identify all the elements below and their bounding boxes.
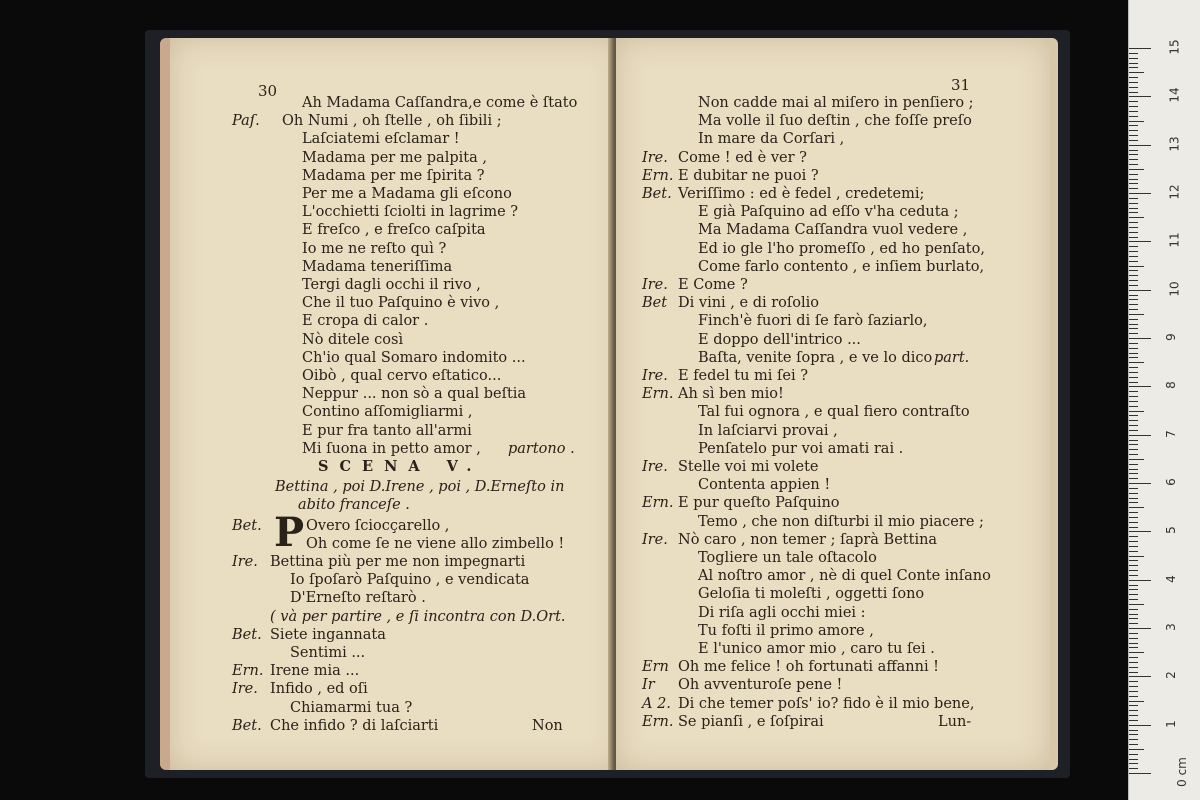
verse-line: Se pianſi , e ſoſpirai (678, 713, 824, 730)
ruler-tick (1129, 686, 1138, 687)
speaker-label: Ern. (642, 713, 674, 730)
ruler-tick (1129, 710, 1138, 711)
ruler-tick (1129, 72, 1144, 73)
ruler-label: 4 (1163, 574, 1178, 583)
ruler-tick (1129, 565, 1138, 566)
ruler-tick (1129, 512, 1138, 513)
ruler-tick (1129, 575, 1138, 576)
ruler-tick (1129, 734, 1138, 735)
ruler-tick (1129, 609, 1138, 610)
ruler-tick (1129, 198, 1138, 199)
verse-line: Stelle voi mi volete (678, 459, 819, 475)
verse-line: In laſciarvi provai , (698, 422, 838, 439)
ruler-tick (1129, 116, 1138, 117)
ruler-tick (1129, 638, 1138, 639)
ruler-tick (1129, 106, 1138, 107)
ruler-tick (1129, 299, 1138, 300)
speaker-label: Ern. (642, 495, 674, 512)
ruler-tick (1129, 401, 1138, 402)
verse-line: Mi ſuona in petto amor , (302, 440, 481, 457)
verse-line: E doppo dell'intrico ... (698, 331, 861, 348)
ruler-tick (1129, 440, 1138, 441)
ruler-tick (1129, 391, 1138, 392)
ruler-label: 12 (1167, 184, 1182, 200)
ruler-tick (1129, 53, 1138, 54)
ruler-tick (1129, 502, 1138, 503)
ruler-tick (1129, 357, 1138, 358)
ruler-tick (1129, 145, 1151, 146)
ruler-tick (1129, 701, 1144, 702)
ruler-tick (1129, 633, 1138, 634)
verse-line: Nò ditele così (302, 331, 404, 348)
verse-line: L'occhietti ſciolti in lagrime ? (302, 204, 519, 221)
ruler-tick (1129, 618, 1138, 619)
verse-line: Geloſia ti moleſti , oggetti ſono (698, 586, 925, 603)
verse-line: Sentimi ... (290, 645, 366, 661)
ruler-label: 2 (1163, 671, 1178, 680)
ruler-tick (1129, 604, 1144, 605)
ruler-tick (1129, 623, 1138, 624)
ruler-tick (1129, 763, 1138, 764)
ruler-tick (1129, 304, 1138, 305)
ruler-tick (1129, 164, 1138, 165)
ruler-tick (1129, 140, 1138, 141)
speaker-label: Bet (642, 295, 668, 312)
ruler-tick (1129, 531, 1151, 532)
ruler-tick (1129, 96, 1151, 97)
verse-line: Penſatelo pur voi amati rai . (698, 440, 904, 457)
verse-line: E Come ? (678, 277, 748, 293)
verse-line: E pur fra tanto all'armi (302, 422, 472, 439)
ruler-tick (1129, 522, 1138, 523)
ruler-tick (1129, 111, 1138, 112)
ruler-tick (1129, 48, 1151, 49)
ruler-tick (1129, 169, 1144, 170)
ruler-tick (1129, 353, 1138, 354)
verse-line: Madama per me ſpirita ? (302, 167, 485, 184)
ruler-tick (1129, 121, 1144, 122)
ruler-tick (1129, 261, 1138, 262)
ruler-label: 9 (1163, 333, 1178, 341)
ruler-tick (1129, 324, 1138, 325)
ruler-tick (1129, 348, 1138, 349)
verse-line: Nò caro , non temer ; ſaprà Bettina (678, 531, 938, 548)
ruler-tick (1129, 647, 1138, 648)
ruler-tick (1129, 691, 1138, 692)
scene-heading: SCENA V. (318, 458, 483, 475)
speaker-label: Ern. (642, 167, 674, 184)
ruler-tick (1129, 193, 1151, 194)
ruler-tick (1129, 406, 1138, 407)
verse-line: E l'unico amor mio , caro tu ſei . (698, 641, 935, 657)
ruler-tick (1129, 319, 1138, 320)
ruler-tick (1129, 270, 1138, 271)
verse-line: Veriſſimo : ed è fedel , credetemi; (678, 186, 925, 202)
scene-cast: Bettina , poi D.Irene , poi , D.Erneſto in (275, 479, 565, 496)
ruler-tick (1129, 396, 1138, 397)
ruler-tick (1129, 150, 1138, 151)
ruler-tick (1129, 662, 1138, 663)
exit-direction: part. (934, 349, 970, 366)
verse-line: Overo ſciocçarello , (306, 517, 450, 534)
ruler-tick (1129, 483, 1151, 484)
verse-line: Temo , che non diſturbi il mio piacere ; (698, 513, 984, 530)
verse-line: Al noſtro amor , nè di quel Conte inſano (698, 568, 991, 585)
verse-line: Come farlo contento , e inſiem burlato, (698, 258, 985, 275)
ruler-label: 3 (1163, 623, 1178, 631)
ruler-tick (1129, 63, 1138, 64)
verse-line: E fedel tu mi ſei ? (678, 368, 808, 384)
verse-line: Di che temer poſs' io? fido è il mio bene, (678, 695, 975, 712)
ruler-tick (1129, 580, 1151, 581)
ruler-tick (1129, 488, 1138, 489)
exit-direction: partono . (508, 440, 575, 457)
speaker-label: Ire. (642, 531, 668, 548)
ruler-tick (1129, 676, 1151, 677)
verse-line: E pur queſto Paſquino (678, 495, 840, 512)
ruler-tick (1129, 382, 1138, 383)
ruler-tick (1129, 266, 1144, 267)
ruler-tick (1129, 237, 1138, 238)
ruler-tick (1129, 372, 1138, 373)
verse-line: Madama per me palpita , (302, 149, 487, 166)
speaker-label: Paſ. (232, 113, 260, 130)
speaker-label: Ern (642, 659, 669, 676)
verse-line: Tal fui ognora , e qual fiero contraſto (698, 404, 970, 421)
verse-line: Non cadde mai al miſero in penſiero ; (698, 95, 974, 111)
ruler-tick (1129, 386, 1151, 387)
ruler-tick (1129, 546, 1138, 547)
ruler-tick (1129, 58, 1138, 59)
speaker-label: Bet. (232, 717, 262, 734)
ruler-tick (1129, 541, 1138, 542)
ruler-tick (1129, 67, 1138, 68)
ruler-tick (1129, 174, 1138, 175)
verse-line: Baſta, venite ſopra , e ve lo dico . (698, 349, 942, 366)
verse-line: Laſciatemi eſclamar ! (302, 131, 460, 148)
ruler-tick (1129, 430, 1138, 431)
ruler-tick (1129, 469, 1138, 470)
speaker-label: Ire. (232, 554, 258, 570)
ruler-tick (1129, 720, 1138, 721)
verse-line: Che il tuo Paſquino è vivo , (302, 295, 500, 312)
ruler-tick (1129, 367, 1138, 368)
ruler-label: 8 (1163, 381, 1178, 390)
scene-cast: abito franceſe . (298, 497, 410, 514)
ruler-label: 1 (1163, 719, 1178, 728)
ruler-label: 11 (1167, 232, 1182, 248)
ruler-tick (1129, 309, 1138, 310)
ruler-tick (1129, 135, 1138, 136)
verse-line: Togliere un tale oſtacolo (698, 550, 877, 566)
open-book (160, 38, 1050, 770)
measurement-ruler (1128, 0, 1200, 800)
verse-line: Io me ne reſto quì ? (302, 240, 447, 257)
ruler-tick (1129, 362, 1144, 363)
ruler-tick (1129, 179, 1138, 180)
ruler-tick (1129, 227, 1138, 228)
speaker-label: Ern. (232, 663, 264, 680)
speaker-label: Bet. (232, 626, 262, 643)
ruler-tick (1129, 208, 1138, 209)
ruler-tick (1129, 449, 1138, 450)
stage-direction: ( và per partire , e ſi incontra con D.Ort. (270, 608, 566, 625)
ruler-tick (1129, 241, 1151, 242)
ruler-tick (1129, 411, 1144, 412)
ruler-tick (1129, 203, 1138, 204)
ruler-tick (1129, 101, 1138, 102)
speaker-label: Ire. (232, 681, 258, 698)
ruler-tick (1129, 314, 1144, 315)
left-page-text (170, 38, 622, 770)
ruler-tick (1129, 87, 1138, 88)
ruler-tick (1129, 773, 1151, 774)
ruler-tick (1129, 527, 1138, 528)
verse-line: Ma Madama Caſſandra vuol vedere , (698, 222, 968, 239)
right-page-text (616, 38, 1050, 770)
verse-line: Finch'è fuori di ſe farò ſaziarlo, (698, 313, 928, 330)
verse-line: Oh avventuroſe pene ! (678, 677, 843, 694)
verse-line: Tu foſti il primo amore , (698, 622, 874, 639)
page-number-right: 31 (951, 76, 971, 94)
verse-line: Contenta appien ! (698, 477, 831, 494)
speaker-label: Ir (642, 677, 655, 694)
speaker-label: Bet. (642, 186, 672, 202)
ruler-tick (1129, 759, 1138, 760)
ruler-tick (1129, 217, 1144, 218)
left-page (160, 38, 622, 770)
verse-line: Ma volle il ſuo deſtin , che foſſe preſo (698, 113, 972, 130)
ruler-tick (1129, 459, 1144, 460)
ruler-tick (1129, 183, 1138, 184)
ruler-tick (1129, 415, 1138, 416)
ruler-tick (1129, 560, 1138, 561)
speaker-label: Ern. (642, 386, 674, 403)
verse-line: Io ſpoſarò Paſquino , e vendicata (290, 572, 530, 589)
verse-line: Madama teneriſſima (302, 258, 453, 275)
ruler-tick (1129, 246, 1138, 247)
ruler-label: 13 (1167, 136, 1182, 152)
speaker-label: A 2. (642, 695, 671, 712)
ruler-tick (1129, 256, 1138, 257)
verse-line: D'Erneſto reſtarò . (290, 590, 426, 607)
verse-line: Ed io gle l'ho promeſſo , ed ho penſato, (698, 240, 985, 257)
ruler-tick (1129, 570, 1138, 571)
verse-line: Di riſa agli occhi miei : (698, 604, 866, 621)
ruler-tick (1129, 551, 1138, 552)
ruler-tick (1129, 251, 1138, 252)
ruler-tick (1129, 730, 1138, 731)
ruler-label: 7 (1163, 429, 1178, 438)
verse-line: E già Paſquino ad eſſo v'ha ceduta ; (698, 204, 959, 221)
ruler-tick (1129, 652, 1144, 653)
ruler-label: 0 cm (1174, 757, 1189, 787)
ruler-tick (1129, 275, 1138, 276)
verse-line: Siete ingannata (270, 626, 386, 643)
verse-line: Oh come ſe ne viene allo zimbello ! (306, 535, 565, 552)
ruler-label: 10 (1167, 281, 1182, 297)
right-page (616, 38, 1058, 770)
ruler-tick (1129, 130, 1138, 131)
ruler-tick (1129, 343, 1138, 344)
ruler-tick (1129, 725, 1151, 726)
ruler-tick (1129, 473, 1138, 474)
ruler-tick (1129, 517, 1138, 518)
catchword: Lun- (938, 713, 972, 730)
verse-line: Infido , ed oſi (270, 681, 368, 698)
speaker-label: Ire. (642, 277, 668, 293)
verse-line: Irene mia ... (270, 663, 360, 680)
ruler-label: 15 (1167, 39, 1182, 55)
verse-line: Ah sì ben mio! (678, 386, 784, 403)
verse-line: Neppur ... non sò a qual beſtia (302, 386, 527, 403)
verse-line: Come ! ed è ver ? (678, 149, 807, 166)
ruler-tick (1129, 290, 1151, 291)
speaker-label: Ire. (642, 459, 668, 475)
ruler-tick (1129, 599, 1138, 600)
ruler-tick (1129, 295, 1138, 296)
ruler-label: 6 (1163, 478, 1178, 486)
ruler-tick (1129, 657, 1138, 658)
ruler-tick (1129, 212, 1138, 213)
ruler-tick (1129, 425, 1138, 426)
ruler-tick (1129, 328, 1138, 329)
ruler-tick (1129, 696, 1138, 697)
ruler-tick (1129, 715, 1138, 716)
ruler-tick (1129, 705, 1138, 706)
verse-line: Bettina più per me non impegnarti (270, 554, 526, 570)
verse-line: Per me a Madama gli eſcono (302, 186, 512, 202)
ruler-tick (1129, 188, 1138, 189)
verse-line: Ch'io qual Somaro indomito ... (302, 349, 526, 366)
ruler-tick (1129, 507, 1144, 508)
verse-line: Oh me felice ! oh fortunati affanni ! (678, 659, 940, 676)
ruler-tick (1129, 454, 1138, 455)
ruler-tick (1129, 768, 1138, 769)
ruler-tick (1129, 754, 1138, 755)
ruler-tick (1129, 585, 1138, 586)
ruler-tick (1129, 643, 1138, 644)
ruler-tick (1129, 589, 1138, 590)
ruler-tick (1129, 92, 1138, 93)
verse-line: Oibò , qual cervo eſtatico... (302, 368, 502, 384)
ruler-tick (1129, 478, 1138, 479)
verse-line: Ah Madama Caſſandra,e come è ſtato (302, 95, 578, 111)
ruler-tick (1129, 82, 1138, 83)
verse-line: In mare da Corſari , (698, 131, 845, 148)
drop-cap: P (274, 508, 305, 556)
ruler-tick (1129, 672, 1138, 673)
speaker-label: Ire. (642, 368, 668, 384)
ruler-tick (1129, 420, 1138, 421)
ruler-tick (1129, 435, 1151, 436)
ruler-tick (1129, 628, 1151, 629)
ruler-tick (1129, 536, 1138, 537)
ruler-tick (1129, 498, 1138, 499)
verse-line: Contino aſſomigliarmi , (302, 404, 473, 421)
ruler-tick (1129, 159, 1138, 160)
ruler-tick (1129, 556, 1144, 557)
ruler-tick (1129, 125, 1138, 126)
ruler-tick (1129, 154, 1138, 155)
verse-line: Oh Numi , oh ſtelle , oh ſibili ; (282, 113, 502, 130)
verse-line: Chiamarmi tua ? (290, 699, 413, 716)
verse-line: E cropa di calor . (302, 313, 429, 330)
verse-line: E freſco , e freſco caſpita (302, 222, 486, 239)
catchword: Non (532, 717, 563, 734)
ruler-tick (1129, 681, 1138, 682)
ruler-tick (1129, 493, 1138, 494)
ruler-tick (1129, 285, 1138, 286)
ruler-tick (1129, 444, 1138, 445)
speaker-label: Ire. (642, 149, 668, 166)
speaker-label: Bet. (232, 517, 262, 534)
ruler-tick (1129, 222, 1138, 223)
ruler-tick (1129, 232, 1138, 233)
ruler-tick (1129, 280, 1138, 281)
ruler-label: 14 (1167, 87, 1182, 103)
ruler-label: 5 (1163, 526, 1178, 535)
verse-line: Di vini , e di roſolio (678, 295, 819, 312)
ruler-tick (1129, 377, 1138, 378)
ruler-tick (1129, 333, 1138, 334)
ruler-tick (1129, 667, 1138, 668)
ruler-tick (1129, 614, 1138, 615)
ruler-tick (1129, 749, 1144, 750)
verse-line: Che infido ? di laſciarti (270, 717, 439, 734)
ruler-tick (1129, 744, 1138, 745)
verse-line: Tergi dagli occhi il rivo , (302, 277, 481, 293)
verse-line: E dubitar ne puoi ? (678, 167, 819, 184)
ruler-tick (1129, 464, 1138, 465)
ruler-tick (1129, 77, 1138, 78)
page-number-left: 30 (258, 82, 278, 100)
ruler-tick (1129, 338, 1151, 339)
ruler-tick (1129, 594, 1138, 595)
ruler-tick (1129, 739, 1138, 740)
